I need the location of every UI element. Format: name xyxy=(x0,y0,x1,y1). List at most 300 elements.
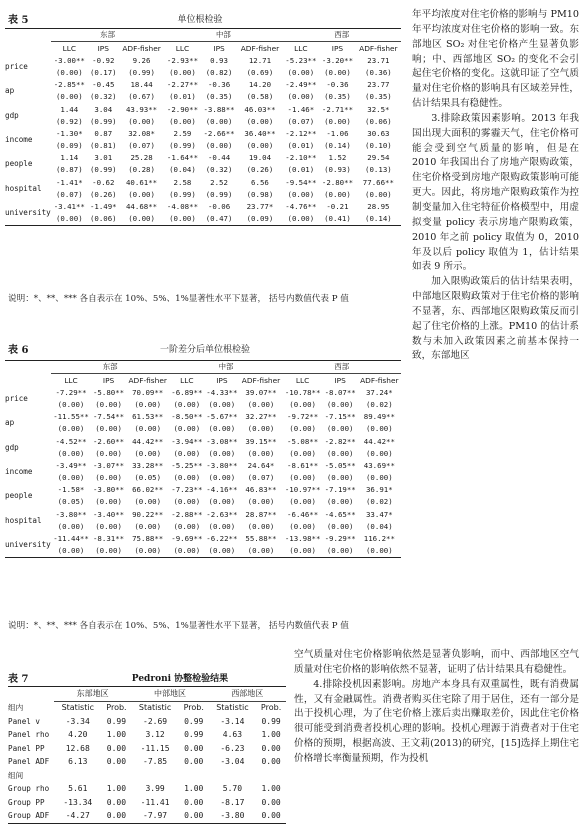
stat-cell: -3.88** xyxy=(203,104,235,114)
stat-cell: 23.77 xyxy=(367,80,390,90)
stat-cell: -5.25** xyxy=(171,460,203,470)
pvalue-cell: (0.00) xyxy=(323,545,358,558)
stat-cell: -4.08** xyxy=(166,202,199,212)
stat-cell: -3.07** xyxy=(92,460,125,470)
table-row xyxy=(8,756,286,770)
pvalue-cell: (0.00) xyxy=(287,92,315,102)
pvalue-cell: (0.06) xyxy=(88,213,119,226)
pvalue-cell: (0.99) xyxy=(169,189,196,199)
table5-caption: 单位根检验 xyxy=(177,15,223,25)
pvalue-cell: (0.01) xyxy=(287,165,315,175)
group-header: 东部地区 xyxy=(54,687,131,702)
stat-cell: 44.42** xyxy=(363,436,395,446)
stat-cell: -5.05** xyxy=(324,460,356,470)
stat-cell: 9.26 xyxy=(132,55,151,65)
column-header: IPS xyxy=(334,375,346,385)
stat-cell: -13.34 xyxy=(63,797,93,807)
pvalue-cell: (0.00) xyxy=(173,448,201,458)
pvalue-cell: (0.00) xyxy=(326,521,354,531)
pvalue-cell: (0.00) xyxy=(91,545,126,558)
row-label: gdp xyxy=(5,442,19,452)
pvalue-cell: (0.00) xyxy=(57,473,85,483)
stat-cell: 55.88** xyxy=(245,534,277,544)
stat-cell: 66.02** xyxy=(132,485,164,495)
pvalue-cell: (0.00) xyxy=(326,473,354,483)
stat-cell: 89.49** xyxy=(363,412,395,422)
stat-cell: 3.12 xyxy=(145,730,165,740)
table-row xyxy=(5,152,401,164)
column-header: IPS xyxy=(216,375,228,385)
pvalue-cell: (0.58) xyxy=(246,92,274,102)
stat-cell: 0.00 xyxy=(184,743,204,753)
pvalue-cell: (0.00) xyxy=(128,189,155,199)
stat-cell: -2.60** xyxy=(92,436,125,446)
stat-cell: -6.89** xyxy=(171,387,203,397)
pvalue-cell: (0.00) xyxy=(51,545,91,558)
row-label: Group PP xyxy=(8,797,45,807)
group-header: 东部 xyxy=(51,361,169,374)
pvalue-cell: (0.99) xyxy=(169,141,196,151)
pvalue-cell: (0.09) xyxy=(237,213,282,226)
stat-cell: -7.85 xyxy=(143,757,168,767)
pvalue-cell: (0.00) xyxy=(95,448,122,458)
stat-cell: -1.49* xyxy=(89,202,117,212)
pvalue-cell: (0.00) xyxy=(326,399,354,409)
pvalue-cell: (0.81) xyxy=(89,141,117,151)
corner-cell xyxy=(8,687,54,702)
stat-cell: 4.63 xyxy=(222,730,243,740)
pvalue-cell: (0.00) xyxy=(173,424,201,434)
stat-cell: -5.80** xyxy=(92,387,125,397)
corner-cell xyxy=(5,374,51,387)
pvalue-cell: (0.00) xyxy=(95,424,122,434)
column-header: IPS xyxy=(331,43,344,53)
table-row xyxy=(5,54,401,66)
stat-cell: 32.5* xyxy=(367,104,390,114)
stat-cell xyxy=(256,769,286,783)
column-header: IPS xyxy=(97,43,109,53)
stat-cell: 75.88** xyxy=(132,534,164,544)
pvalue-cell: (0.13) xyxy=(365,165,392,175)
stat-cell: -2.63** xyxy=(206,509,238,519)
pvalue-cell: (0.00) xyxy=(208,497,236,507)
pvalue-cell: (0.14) xyxy=(324,141,351,151)
stat-cell: 40.61** xyxy=(125,177,158,187)
stat-cell: 12.68 xyxy=(65,743,90,753)
stat-cell: -8.31** xyxy=(92,534,125,544)
pvalue-cell: (0.09) xyxy=(55,141,83,151)
stat-cell: -0.62 xyxy=(92,177,115,187)
row-label: Panel ADF xyxy=(8,757,50,767)
stat-cell: 0.00 xyxy=(106,743,127,753)
stat-cell: -1.46* xyxy=(287,104,315,114)
column-header: Statistic xyxy=(61,703,94,713)
stat-cell: -4.65** xyxy=(324,509,356,519)
pvalue-cell: (0.00) xyxy=(326,448,354,458)
stat-cell: -5.67** xyxy=(206,412,238,422)
stat-cell: -5.08** xyxy=(287,436,319,446)
stat-cell: 0.99 xyxy=(184,716,204,726)
column-header: ADF-fisher xyxy=(359,43,398,53)
stat-cell: -11.44** xyxy=(53,534,89,544)
table6-note: 说明：*、**、*** 各自表示在 10%、5%、1%显著性水平下显著， 括号内数值代表 P 值 xyxy=(8,621,349,631)
pvalue-cell: (0.00) xyxy=(208,473,236,483)
row-label: Group rho xyxy=(8,784,50,794)
stat-cell: -6.46** xyxy=(287,509,319,519)
row-label: Group ADF xyxy=(8,810,54,824)
table-row xyxy=(5,508,401,520)
stat-cell: 46.03** xyxy=(244,104,276,114)
table-row xyxy=(8,715,286,729)
table-row xyxy=(8,742,286,756)
stat-cell: -1.06 xyxy=(326,128,349,138)
stat-cell: 3.01 xyxy=(94,153,113,163)
pvalue-cell: (0.00) xyxy=(55,67,83,77)
pvalue-cell: (0.00) xyxy=(57,521,85,531)
row-label: people xyxy=(5,491,33,501)
pvalue-cell: (0.00) xyxy=(57,448,85,458)
pvalue-cell: (0.99) xyxy=(89,165,117,175)
stat-cell: -6.22** xyxy=(206,534,238,544)
pvalue-cell: (0.99) xyxy=(128,67,155,77)
group-header: 西部 xyxy=(283,29,401,42)
stat-cell: -0.45 xyxy=(92,80,115,90)
table-row xyxy=(5,533,401,545)
stat-cell: -4.33** xyxy=(206,387,238,397)
stat-cell: -2.71** xyxy=(321,104,354,114)
stat-cell: 0.93 xyxy=(210,55,228,65)
pvalue-cell: (0.00) xyxy=(204,545,239,558)
pvalue-cell: (0.00) xyxy=(289,399,316,409)
table-row xyxy=(5,176,401,188)
pvalue-cell: (0.00) xyxy=(134,497,162,507)
pvalue-cell: (0.00) xyxy=(95,521,122,531)
stat-cell: -2.27** xyxy=(166,80,199,90)
pvalue-cell: (0.00) xyxy=(126,545,169,558)
table-row xyxy=(5,435,401,447)
paragraph: 年平均浓度对住宅价格的影响与 PM10 年平均浓度对住宅价格的影响一致。东部地区 SO₂ 对住宅价格产生显著负影响；中、西部地区 SO₂ 的变化不会引起住宅价格的变化。这就印证了空气质量对住宅价格的影响具有区域差异性，估计结果具有稳健性。 xyxy=(412,9,579,110)
stat-cell: -3.40** xyxy=(92,509,125,519)
group-header: 西部地区 xyxy=(209,687,286,702)
stat-cell: -2.80** xyxy=(321,177,354,187)
pvalue-cell: (0.32) xyxy=(89,92,117,102)
stat-cell: 0.99 xyxy=(261,716,281,726)
stat-cell: 23.77* xyxy=(246,202,274,212)
pvalue-cell: (0.00) xyxy=(208,399,236,409)
column-header: IPS xyxy=(102,375,115,385)
row-label: Panel rho xyxy=(8,730,50,740)
table6-caption: 一阶差分后单位根检验 xyxy=(159,345,250,355)
pvalue-cell: (0.00) xyxy=(365,473,393,483)
row-label: Panel v xyxy=(8,716,41,726)
stat-cell: 0.00 xyxy=(184,757,204,767)
paragraph: 3.排除政策因素影响。2013 年我国出现大面积的雾霾天气，住宅价格可能会受到空气质量的影响，但是在 2010 年我国出台了房地产限购政策，住宅价格受到房地产限购政策影响可能更大。因此，将房地产限购政策作为控制变量加入住宅特征价格模型中，用虚拟变量 policy 表示房地产限购政策，2010 年之前 policy 取值为 0，2010 年及以后 policy 取值为 1，估计结果如表 9 所示。 xyxy=(412,112,579,273)
pvalue-cell: (0.07) xyxy=(128,141,155,151)
stat-cell: -13.98** xyxy=(284,534,321,544)
table-row xyxy=(8,810,286,824)
stat-cell: 36.40** xyxy=(244,128,276,138)
pvalue-cell: (0.00) xyxy=(164,213,201,226)
pvalue-cell: (0.00) xyxy=(247,521,275,531)
stat-cell: -1.64** xyxy=(166,153,199,163)
pvalue-cell: (0.00) xyxy=(287,67,315,77)
stat-cell: 28.87** xyxy=(245,509,277,519)
pvalue-cell: (0.26) xyxy=(246,165,274,175)
stat-cell: -2.90** xyxy=(166,104,199,114)
pvalue-cell: (0.32) xyxy=(205,165,233,175)
stat-cell: -7.54** xyxy=(92,412,125,422)
pvalue-cell: (0.35) xyxy=(324,92,351,102)
stat-cell: 19.04 xyxy=(248,153,272,163)
paragraph: 加入限购政策后的估计结果表明，中部地区限购政策对于住宅价格的影响不显著，东、西部地区限购政策反而引起了住宅价格的上涨。PM10 的估计系数与未加入政策因素之前基本保持一致，东部地区 xyxy=(412,276,579,362)
table-row xyxy=(5,201,401,213)
stat-cell: -7.15** xyxy=(324,412,356,422)
corner-cell xyxy=(5,361,51,374)
stat-cell: 1.00 xyxy=(261,784,281,794)
row-label: 组间 xyxy=(8,770,24,780)
stat-cell: -3.49** xyxy=(55,460,87,470)
stat-cell: -3.34 xyxy=(65,716,90,726)
column-header: Prob. xyxy=(106,703,127,713)
stat-cell: -2.85** xyxy=(53,80,85,90)
pvalue-cell: (0.00) xyxy=(283,213,320,226)
stat-cell xyxy=(179,769,209,783)
table5-note: 说明：*、**、*** 各自表示在 10%、5%、1%显著性水平下显著， 括号内数值代表 P 值 xyxy=(8,294,349,304)
stat-cell: 18.44 xyxy=(130,80,153,90)
stat-cell xyxy=(131,769,179,783)
stat-cell: 116.2** xyxy=(363,534,395,544)
stat-cell: 0.00 xyxy=(102,810,132,824)
stat-cell: 5.61 xyxy=(68,784,88,794)
column-header: ADF-fisher xyxy=(360,375,399,385)
pvalue-cell: (0.00) xyxy=(208,424,236,434)
pvalue-cell: (0.00) xyxy=(365,189,392,199)
stat-cell: -2.49** xyxy=(285,80,317,90)
pvalue-cell: (0.82) xyxy=(205,67,233,77)
stat-cell: -9.54** xyxy=(285,177,317,187)
stat-cell: 30.63 xyxy=(367,128,390,138)
table6-label: 表 6 xyxy=(8,345,29,356)
corner-cell xyxy=(5,29,51,42)
pvalue-cell: (0.00) xyxy=(95,399,122,409)
pvalue-cell: (0.00) xyxy=(205,141,233,151)
stat-cell: 39.15** xyxy=(245,436,277,446)
pvalue-cell: (0.92) xyxy=(55,116,83,126)
stat-cell: 23.71 xyxy=(367,55,390,65)
stat-cell: 1.44 xyxy=(60,104,79,114)
stat-cell: 3.04 xyxy=(94,104,113,114)
stat-cell: 61.53** xyxy=(132,412,164,422)
stat-cell: 0.00 xyxy=(261,757,281,767)
stat-cell: -3.14 xyxy=(220,716,245,726)
stat-cell: -4.16** xyxy=(206,485,238,495)
stat-cell: 5.70 xyxy=(222,784,243,794)
stat-cell: -8.61** xyxy=(287,460,319,470)
stat-cell: 32.08* xyxy=(128,128,155,138)
table-row xyxy=(8,729,286,743)
stat-cell: 32.27** xyxy=(245,412,277,422)
table-row xyxy=(5,460,401,472)
stat-cell: 43.93** xyxy=(125,104,158,114)
row-label: university xyxy=(5,207,51,220)
pvalue-cell: (0.35) xyxy=(365,92,392,102)
row-label: ap xyxy=(5,86,15,96)
stat-cell: -10.78** xyxy=(284,387,321,397)
pvalue-cell: (0.98) xyxy=(246,189,274,199)
column-header: LLC xyxy=(62,43,76,53)
stat-cell: 1.00 xyxy=(106,730,127,740)
pvalue-cell: (0.01) xyxy=(287,141,315,151)
group-header: 东部 xyxy=(51,29,164,42)
stat-cell: 0.00 xyxy=(184,797,204,807)
pvalue-cell: (0.00) xyxy=(324,116,351,126)
stat-cell: 44.68** xyxy=(125,202,158,212)
pvalue-cell: (0.00) xyxy=(55,92,83,102)
stat-cell: -0.06 xyxy=(207,202,231,212)
group-header: 西部 xyxy=(283,361,401,374)
pvalue-cell: (0.02) xyxy=(365,399,393,409)
stat-cell: 0.00 xyxy=(179,810,209,824)
pvalue-cell: (0.06) xyxy=(365,116,392,126)
pvalue-cell: (0.00) xyxy=(326,497,354,507)
stat-cell: 46.83** xyxy=(245,485,277,495)
stat-cell: -11.55** xyxy=(53,412,89,422)
table7-label: 表 7 xyxy=(8,674,29,685)
pvalue-cell: (0.00) xyxy=(57,424,85,434)
table-row xyxy=(8,796,286,810)
column-header: LLC xyxy=(64,375,78,385)
stat-cell: -3.94** xyxy=(171,436,203,446)
stat-cell: -3.80** xyxy=(92,485,125,495)
stat-cell: -6.23 xyxy=(220,743,245,753)
pvalue-cell: (0.00) xyxy=(173,473,201,483)
pvalue-cell: (0.00) xyxy=(208,521,236,531)
table-row xyxy=(8,769,286,783)
table-row xyxy=(5,79,401,91)
pvalue-cell: (0.00) xyxy=(283,545,323,558)
column-header: Statistic xyxy=(138,703,172,713)
pvalue-cell: (0.00) xyxy=(128,116,155,126)
stat-cell: -8.07** xyxy=(324,387,356,397)
pvalue-cell: (0.00) xyxy=(247,497,275,507)
pvalue-cell: (0.07) xyxy=(287,116,315,126)
pvalue-cell: (0.00) xyxy=(247,448,275,458)
pvalue-cell: (0.00) xyxy=(173,497,201,507)
stat-cell: -3.80** xyxy=(206,460,238,470)
table7-caption: Pedroni 协整检验结果 xyxy=(131,674,229,684)
pvalue-cell: (0.00) xyxy=(247,424,275,434)
column-header: LLC xyxy=(294,43,308,53)
pvalue-cell: (0.99) xyxy=(205,189,233,199)
pvalue-cell: (0.26) xyxy=(89,189,117,199)
stat-cell: -3.08** xyxy=(206,436,238,446)
stat-cell: -1.41* xyxy=(55,177,83,187)
stat-cell: 43.69** xyxy=(363,460,395,470)
stat-cell: 0.00 xyxy=(106,797,127,807)
pvalue-cell: (0.00) xyxy=(134,424,162,434)
row-label: hospital xyxy=(5,515,42,525)
stat-cell: 90.22** xyxy=(132,509,164,519)
table-row xyxy=(5,484,401,496)
table-row xyxy=(5,103,401,115)
stat-cell: -4.52** xyxy=(55,436,87,446)
corner-cell xyxy=(5,42,51,55)
stat-cell: -2.12** xyxy=(285,128,317,138)
pvalue-cell: (0.00) xyxy=(51,213,88,226)
stat-cell: -2.66** xyxy=(203,128,235,138)
stat-cell: -5.23** xyxy=(285,55,317,65)
stat-cell xyxy=(209,769,257,783)
column-header: Prob. xyxy=(183,703,204,713)
stat-cell: -9.29** xyxy=(324,534,356,544)
stat-cell: 44.42** xyxy=(132,436,164,446)
stat-cell: 6.13 xyxy=(68,757,88,767)
row-label: price xyxy=(5,393,28,403)
pvalue-cell: (0.00) xyxy=(289,424,316,434)
pvalue-cell: (0.00) xyxy=(173,399,201,409)
row-label: people xyxy=(5,159,33,169)
table6 xyxy=(5,360,401,558)
group-header: 中部 xyxy=(164,29,282,42)
stat-cell: -0.21 xyxy=(326,202,349,212)
pvalue-cell: (0.02) xyxy=(365,497,393,507)
stat-cell: 12.71 xyxy=(248,55,272,65)
stat-cell: -4.27 xyxy=(54,810,102,824)
pvalue-cell: (0.00) xyxy=(289,497,316,507)
pvalue-cell: (0.00) xyxy=(205,116,233,126)
table-row xyxy=(5,386,401,398)
stat-cell: 14.20 xyxy=(248,80,272,90)
pvalue-cell: (0.00) xyxy=(246,141,274,151)
row-label: price xyxy=(5,61,28,71)
stat-cell: -3.80** xyxy=(55,509,87,519)
column-header: LLC xyxy=(175,43,190,53)
pvalue-cell: (0.00) xyxy=(324,67,351,77)
pvalue-cell: (0.69) xyxy=(246,67,274,77)
pvalue-cell: (0.00) xyxy=(239,545,282,558)
stat-cell: 70.09** xyxy=(132,387,164,397)
stat-cell: 4.20 xyxy=(68,730,88,740)
pvalue-cell: (0.00) xyxy=(358,545,401,558)
column-header: ADF-fisher xyxy=(128,375,167,385)
stat-cell: -11.41 xyxy=(140,797,170,807)
stat-cell: -7.19** xyxy=(324,485,356,495)
stat-cell: -1.30* xyxy=(55,128,83,138)
pvalue-cell: (0.87) xyxy=(55,165,83,175)
stat-cell: -8.50** xyxy=(171,412,203,422)
stat-cell: 29.54 xyxy=(367,153,390,163)
pvalue-cell: (0.00) xyxy=(289,473,316,483)
stat-cell: 0.99 xyxy=(184,730,204,740)
stat-cell: 33.28** xyxy=(132,460,164,470)
pvalue-cell: (0.04) xyxy=(365,521,393,531)
pvalue-cell: (0.00) xyxy=(57,399,85,409)
pvalue-cell: (0.14) xyxy=(356,213,401,226)
pvalue-cell: (0.00) xyxy=(95,497,122,507)
pvalue-cell: (0.00) xyxy=(134,399,162,409)
pvalue-cell: (0.28) xyxy=(128,165,155,175)
stat-cell: -2.10** xyxy=(285,153,317,163)
right-column-text xyxy=(412,8,579,364)
stat-cell: 0.99 xyxy=(106,716,127,726)
stat-cell: -2.82** xyxy=(324,436,356,446)
pvalue-cell: (0.47) xyxy=(201,213,238,226)
stat-cell: -0.92 xyxy=(92,55,115,65)
pvalue-cell: (0.00) xyxy=(173,521,201,531)
pvalue-cell: (0.05) xyxy=(57,497,85,507)
subheader-label: 组内 xyxy=(8,703,24,713)
stat-cell: -0.44 xyxy=(207,153,231,163)
